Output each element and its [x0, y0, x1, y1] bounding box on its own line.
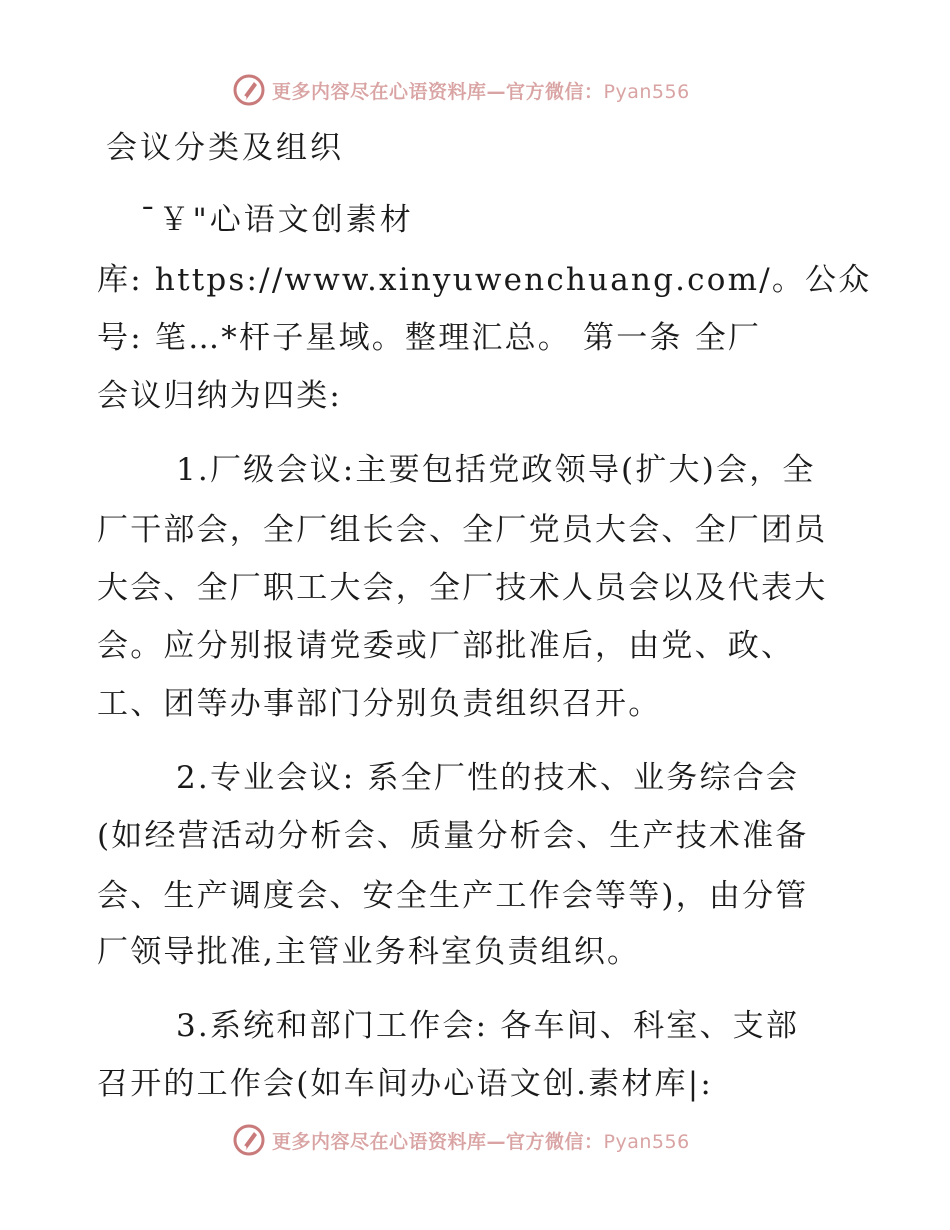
item-1-line-5: 工、团等办事部门分别负责组织召开。: [97, 686, 662, 722]
pen-logo-icon: [232, 73, 266, 107]
source-line-2: 库: https://www.xinyuwenchuang.com/。公众: [97, 262, 872, 298]
item-2-line-4: 厂领导批准,主管业务科室负责组织。: [97, 934, 641, 970]
item-1-line-1: 1.厂级会议:主要包括党政领导(扩大)会，全: [176, 452, 816, 488]
item-1-line-3: 大会、全厂职工大会，全厂技术人员会以及代表大: [97, 570, 828, 606]
item-2-line-3: 会、生产调度会、安全生产工作会等等)，由分管: [97, 878, 809, 914]
document-title: 会议分类及组织: [106, 130, 344, 166]
wechat-id: Pyan556: [603, 80, 690, 103]
wechat-id: Pyan556: [603, 1130, 690, 1153]
source-line-1: ¯￥"心语文创素材: [140, 202, 414, 238]
pen-logo-icon: [232, 1123, 266, 1157]
watermark-banner-top: [232, 70, 690, 110]
item-2-line-1: 2.专业会议: 系全厂性的技术、业务综合会: [176, 760, 800, 796]
item-1-line-4: 会。应分别报请党委或厂部批准后，由党、政、: [97, 628, 795, 664]
watermark-text: 更多内容尽在心语资料库—官方微信：Pyan556: [272, 1130, 690, 1153]
item-3-line-2: 召开的工作会(如车间办心语文创.素材库|:: [97, 1066, 714, 1102]
item-2-line-2: (如经营活动分析会、质量分析会、生产技术准备: [97, 818, 809, 854]
item-1-line-2: 厂干部会，全厂组长会、全厂党员大会、全厂团员: [97, 512, 828, 548]
source-line-3: 号: 笔…*杆子星域。整理汇总。 第一条 全厂: [97, 320, 762, 356]
watermark-banner-bottom: [232, 1120, 690, 1160]
intro-line: 会议归纳为四类:: [97, 378, 343, 414]
watermark-text: 更多内容尽在心语资料库—官方微信：Pyan556: [272, 80, 690, 103]
item-3-line-1: 3.系统和部门工作会: 各车间、科室、支部: [176, 1008, 800, 1044]
